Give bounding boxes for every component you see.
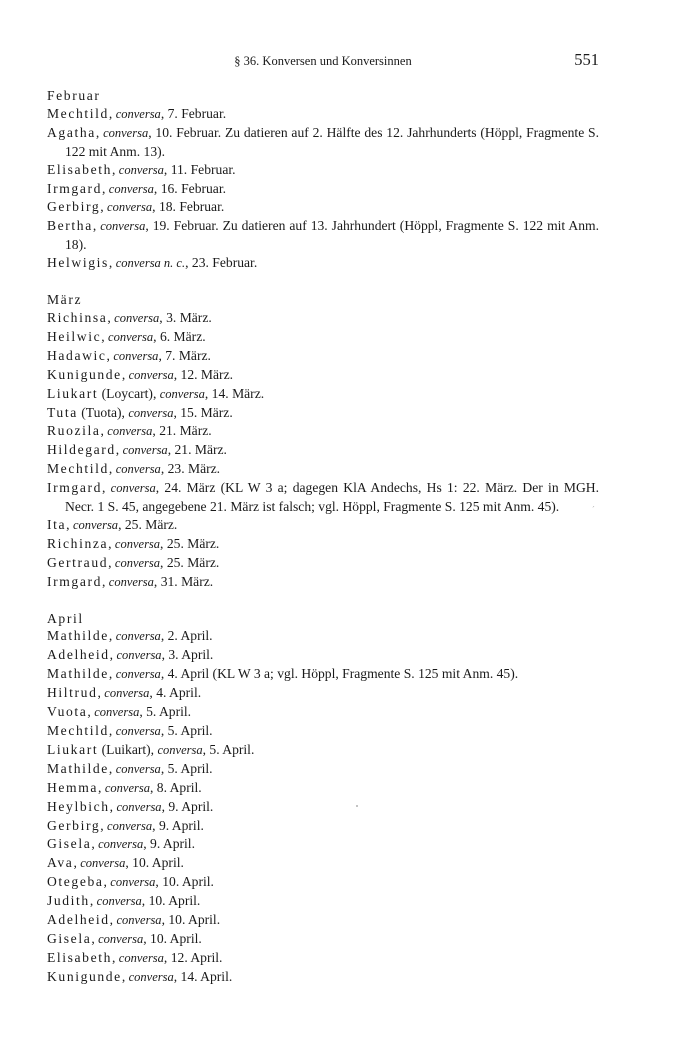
- entry-detail: , 10. April.: [125, 855, 184, 871]
- entry-detail: , 10. April.: [161, 912, 221, 928]
- person-name: Hiltrud: [47, 685, 98, 701]
- entry-detail: , 21. März.: [167, 442, 227, 458]
- entry-detail: , 5. April.: [202, 741, 255, 757]
- person-name: Vuota: [47, 704, 88, 720]
- entry-detail: , 19. Februar. Zu datieren auf 13. Jahrhundert (Höppl, Fragmente S. 122 mit Anm. 18).: [65, 218, 600, 253]
- person-name: Gerbirg: [47, 199, 101, 215]
- entry-detail: , 21. März.: [152, 423, 212, 439]
- role-label: conversa: [107, 424, 153, 439]
- role-label: conversa: [128, 405, 174, 420]
- entry-detail: , 4. April.: [149, 685, 202, 701]
- register-entry: [47, 665, 599, 684]
- entry-detail: , 12. März.: [173, 366, 234, 382]
- person-name: Mathilde: [47, 760, 109, 776]
- person-name: Kunigunde: [47, 366, 122, 382]
- register-entry: [47, 817, 599, 836]
- entry-detail: , 10. April.: [155, 874, 214, 890]
- role-label: conversa n. c.: [115, 256, 186, 271]
- entry-detail: , 12. April.: [163, 949, 223, 965]
- role-label: conversa: [94, 705, 140, 720]
- person-name: Ita: [47, 516, 67, 532]
- role-label: conversa: [115, 629, 161, 644]
- register-entry: [47, 573, 599, 592]
- role-label: conversa: [114, 310, 160, 325]
- role-label: conversa: [128, 969, 174, 984]
- register-entry: [47, 627, 599, 646]
- month-heading: April: [47, 610, 84, 626]
- register-entry: [47, 646, 599, 665]
- role-label: conversa: [107, 200, 153, 215]
- register-entry: [47, 309, 599, 328]
- register-entry: [47, 328, 599, 347]
- name-variant: (Tuota),: [77, 404, 129, 420]
- person-name: Gertraud: [47, 554, 109, 570]
- separator: ,: [95, 124, 104, 140]
- role-label: conversa: [100, 219, 146, 234]
- separator: ,: [108, 628, 116, 644]
- separator: ,: [91, 836, 99, 852]
- role-label: conversa: [110, 481, 156, 496]
- separator: ,: [97, 685, 105, 701]
- register-entry: [47, 422, 599, 441]
- separator: ,: [115, 442, 123, 458]
- entry-detail: , 23. Februar.: [185, 255, 258, 271]
- separator: ,: [73, 855, 81, 871]
- person-name: Irmgard: [47, 573, 102, 589]
- page-number: 551: [574, 50, 599, 69]
- entry-detail: , 25. März.: [160, 535, 220, 551]
- role-label: conversa: [96, 894, 142, 909]
- role-label: conversa: [108, 329, 154, 344]
- person-name: Tuta: [47, 404, 78, 420]
- separator: ,: [101, 480, 111, 496]
- role-label: conversa: [108, 574, 154, 589]
- separator: ,: [109, 647, 117, 663]
- separator: ,: [121, 968, 129, 984]
- role-label: conversa: [159, 386, 205, 401]
- role-label: conversa: [115, 667, 161, 682]
- role-label: conversa: [113, 348, 159, 363]
- entry-detail: , 9. April.: [143, 836, 195, 852]
- entry-detail: , 4. April (KL W 3 a; vgl. Höppl, Fragmente S. 125 mit Anm. 45).: [160, 666, 519, 682]
- person-name: Richinza: [47, 535, 109, 551]
- role-label: conversa: [115, 462, 161, 477]
- role-label: conversa: [114, 555, 161, 570]
- register-entry: [47, 198, 599, 217]
- separator: ,: [108, 255, 116, 271]
- register-entry: [47, 968, 599, 987]
- person-name: Ava: [47, 855, 74, 871]
- name-variant: (Loycart),: [98, 385, 160, 401]
- separator: ,: [101, 180, 109, 196]
- person-name: Richinsa: [47, 309, 108, 325]
- separator: ,: [100, 817, 108, 833]
- role-label: conversa: [116, 799, 162, 814]
- role-label: conversa: [98, 837, 144, 852]
- section-gap: [47, 273, 599, 291]
- person-name: Elisabeth: [47, 949, 112, 965]
- role-label: conversa: [122, 443, 168, 458]
- person-name: Bertha: [47, 218, 93, 234]
- register-entry: [47, 741, 599, 760]
- entry-detail: , 3. April.: [161, 647, 214, 663]
- month-heading: Februar: [47, 88, 101, 103]
- separator: ,: [106, 347, 114, 363]
- person-name: Mathilde: [47, 628, 109, 644]
- role-label: conversa: [116, 648, 162, 663]
- entry-detail: , 23. März.: [160, 461, 221, 477]
- role-label: conversa: [116, 913, 162, 928]
- separator: ,: [108, 723, 116, 738]
- person-name: Hadawic: [47, 347, 107, 363]
- separator: ,: [108, 760, 116, 776]
- person-name: Hemma: [47, 779, 99, 795]
- register-entry: [47, 180, 599, 199]
- register-entry: [47, 554, 599, 573]
- role-label: conversa: [108, 181, 154, 196]
- register-entry: [47, 779, 599, 798]
- person-name: Adelheid: [47, 912, 110, 928]
- margin-mark: ˊ: [592, 505, 595, 514]
- role-label: conversa: [118, 162, 164, 177]
- entry-detail: , 15. März.: [173, 404, 233, 420]
- separator: ,: [91, 930, 99, 946]
- entry-detail: , 10. Februar. Zu datieren auf 2. Hälfte des 12. Jahrhunderts (Höppl, Fragmente S. 122 mit Anm. 13).: [65, 124, 600, 159]
- separator: ,: [87, 704, 95, 720]
- person-name: Ruozila: [47, 423, 101, 439]
- entry-detail: , 5. April.: [160, 760, 213, 776]
- person-name: Mechtild: [47, 105, 109, 121]
- register-entry: [47, 460, 599, 479]
- separator: ,: [92, 218, 101, 234]
- register-entry: [47, 760, 599, 779]
- separator: ,: [121, 366, 129, 382]
- entry-detail: , 6. März.: [153, 328, 206, 344]
- separator: ,: [108, 105, 116, 121]
- person-name: Kunigunde: [47, 968, 122, 984]
- role-label: conversa: [115, 761, 161, 776]
- separator: ,: [109, 912, 117, 928]
- role-label: conversa: [103, 125, 149, 140]
- role-label: conversa: [128, 367, 174, 382]
- register-entry: [47, 930, 599, 949]
- person-name: Mathilde: [47, 666, 109, 682]
- register-entry: [47, 479, 599, 516]
- register-entry: [47, 161, 599, 180]
- role-label: conversa: [115, 106, 161, 121]
- person-name: Otegeba: [47, 874, 104, 890]
- running-header: [47, 52, 599, 72]
- role-label: conversa: [157, 742, 203, 757]
- person-name: Elisabeth: [47, 161, 112, 177]
- separator: ,: [108, 461, 116, 477]
- separator: ,: [89, 893, 97, 909]
- role-label: conversa: [104, 780, 150, 795]
- register-entry: [47, 404, 599, 423]
- separator: ,: [112, 949, 119, 965]
- separator: ,: [66, 516, 73, 532]
- entry-detail: , 11. Februar.: [163, 161, 236, 177]
- register-entry: [47, 854, 599, 873]
- register-entry: [47, 911, 599, 930]
- separator: ,: [101, 328, 109, 344]
- entry-detail: , 7. Februar.: [160, 105, 227, 121]
- person-name: Mechtild: [47, 723, 109, 738]
- person-name: Agatha: [47, 124, 96, 140]
- entry-detail: , 16. Februar.: [153, 180, 227, 196]
- entry-detail: , 14. März.: [204, 385, 265, 401]
- entry-detail: , 3. März.: [159, 309, 212, 325]
- register-entry: [47, 684, 599, 703]
- separator: ,: [108, 666, 116, 682]
- register-entry: [47, 385, 599, 404]
- separator: ,: [108, 554, 115, 570]
- person-name: Gisela: [47, 836, 92, 852]
- entry-detail: , 5. April.: [139, 704, 192, 720]
- role-label: conversa: [72, 517, 119, 532]
- person-name: Heilwic: [47, 328, 102, 344]
- person-name: Irmgard: [47, 480, 102, 496]
- role-label: conversa: [107, 818, 153, 833]
- role-label: conversa: [98, 931, 144, 946]
- register-entry: [47, 124, 599, 161]
- entry-detail: , 14. April.: [173, 968, 233, 984]
- register-entry: [47, 722, 599, 741]
- register-entry: [47, 835, 599, 854]
- person-name: Gerbirg: [47, 817, 101, 833]
- register-entry: [47, 703, 599, 722]
- register-entry: [47, 892, 599, 911]
- separator: ,: [112, 161, 119, 177]
- entry-detail: , 24. März (KL W 3 a; dagegen KlA Andechs, Hs 1: 22. März. Der in MGH. Necr. 1 S. 45, angegebene 21. März ist falsch; vgl. Höppl, Fragmente S. 125 mit Anm. 45).: [65, 480, 599, 515]
- register-entry: [47, 873, 599, 892]
- register-entry: [47, 347, 599, 366]
- register-entry: [47, 441, 599, 460]
- separator: ,: [103, 874, 111, 890]
- separator: ,: [108, 535, 115, 551]
- register-entry: [47, 254, 599, 273]
- register-entry: [47, 949, 599, 968]
- month-heading: März: [47, 292, 83, 308]
- person-name: Liukart: [47, 741, 99, 757]
- entry-detail: , 10. April.: [143, 930, 202, 946]
- entry-detail: , 31. März.: [153, 573, 214, 589]
- entry-detail: , 7. März.: [158, 347, 211, 363]
- person-name: Irmgard: [47, 180, 102, 196]
- register-entry: [47, 798, 599, 817]
- register-entry: [47, 105, 599, 124]
- separator: ,: [101, 573, 109, 589]
- role-label: conversa: [110, 875, 156, 890]
- role-label: conversa: [104, 686, 150, 701]
- register-entry: [47, 366, 599, 385]
- separator: ,: [107, 309, 115, 325]
- person-name: Hildegard: [47, 442, 116, 458]
- entry-detail: , 18. Februar.: [152, 199, 225, 215]
- name-variant: (Luikart),: [98, 741, 158, 757]
- person-name: Helwigis: [47, 255, 109, 271]
- separator: ,: [98, 779, 105, 795]
- person-name: Mechtild: [47, 461, 109, 477]
- separator: ,: [100, 423, 108, 439]
- entry-detail: , 9. April.: [152, 817, 204, 833]
- register-list: [47, 87, 599, 987]
- entry-detail: , 9. April.: [161, 798, 214, 814]
- person-name: Judith: [47, 893, 90, 909]
- entry-detail: , 5. April.: [160, 723, 213, 738]
- person-name: Liukart: [47, 385, 99, 401]
- role-label: conversa: [115, 724, 161, 738]
- person-name: Gisela: [47, 930, 92, 946]
- register-entry: [47, 217, 599, 254]
- person-name: Heylbich: [47, 798, 110, 814]
- entry-detail: , 2. April.: [160, 628, 213, 644]
- entry-detail: , 8. April.: [149, 779, 202, 795]
- role-label: conversa: [118, 950, 164, 965]
- section-gap: [47, 592, 599, 610]
- register-entry: [47, 516, 599, 535]
- role-label: conversa: [80, 856, 126, 871]
- entry-detail: , 25. März.: [160, 554, 220, 570]
- register-entry: [47, 535, 599, 554]
- running-title: § 36. Konversen und Konversinnen: [234, 54, 412, 68]
- separator: ,: [109, 798, 117, 814]
- print-speck: [356, 805, 358, 807]
- entry-detail: , 10. April.: [141, 893, 201, 909]
- entry-detail: , 25. März.: [118, 516, 178, 532]
- person-name: Adelheid: [47, 647, 110, 663]
- separator: ,: [100, 199, 108, 215]
- role-label: conversa: [114, 536, 161, 551]
